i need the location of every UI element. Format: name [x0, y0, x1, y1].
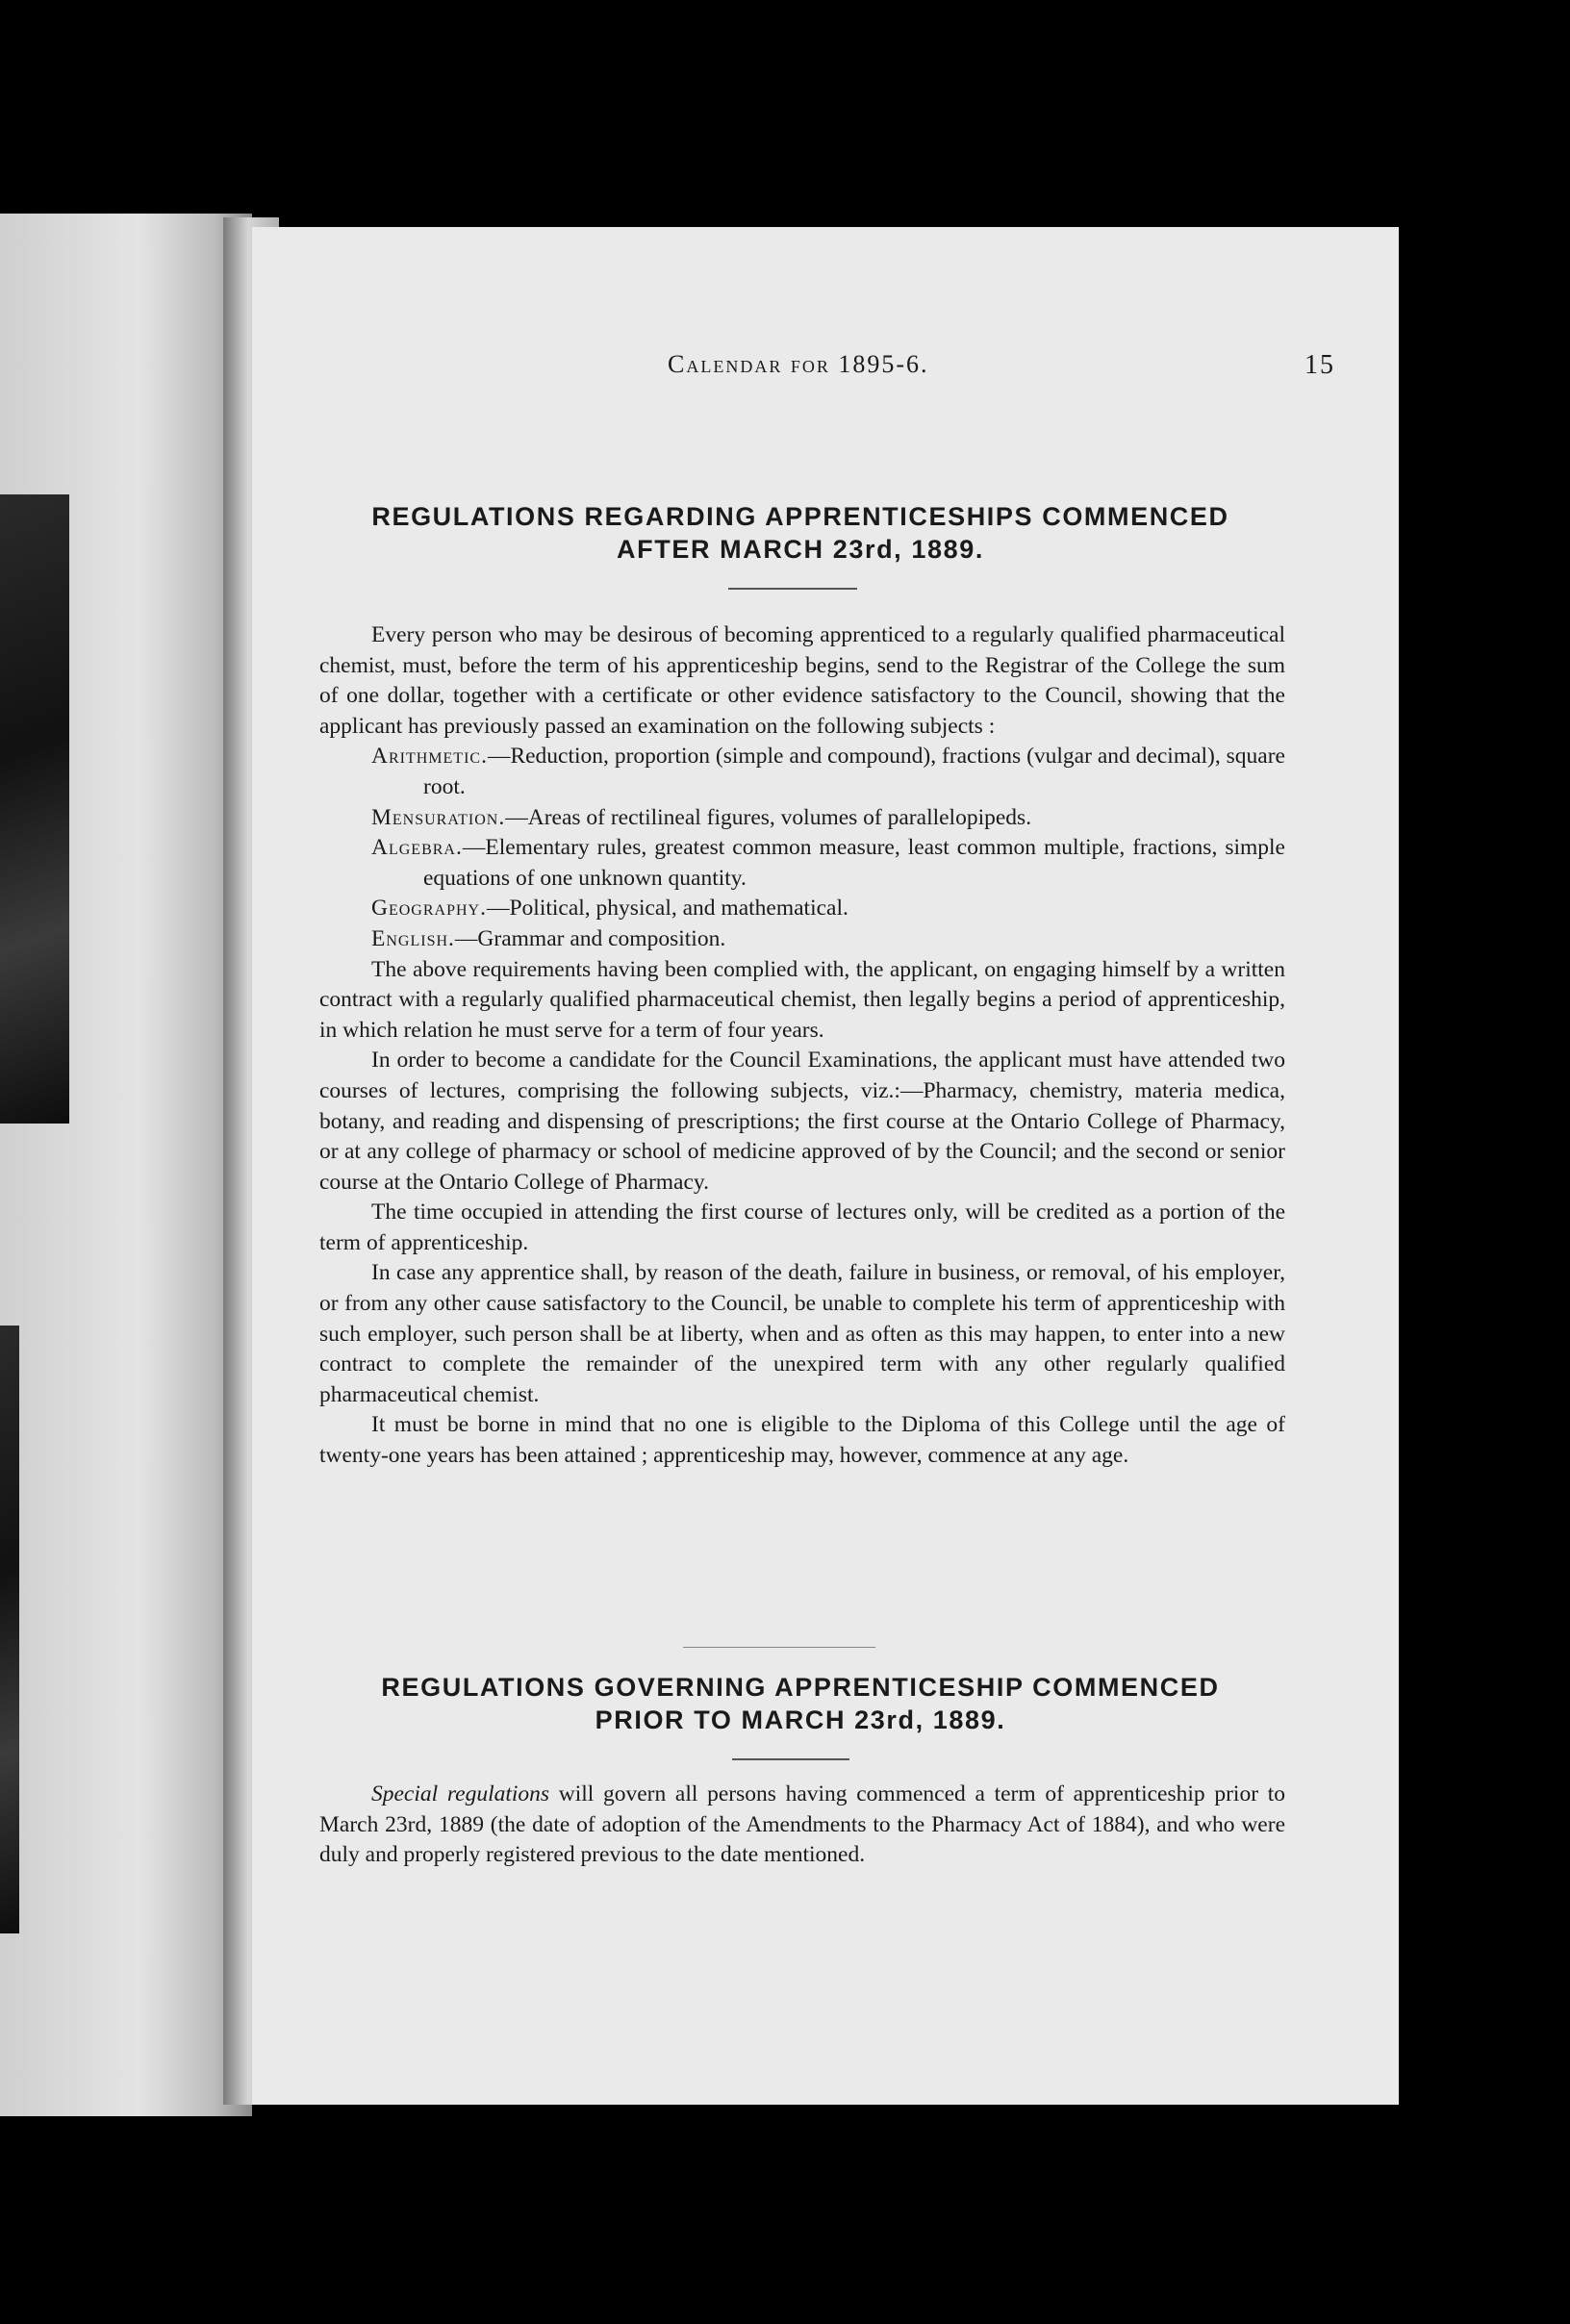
section-heading-2-line2: PRIOR TO MARCH 23rd, 1889.: [595, 1705, 1006, 1734]
paragraph-examinations: In order to become a candidate for the Council Examinations, the applicant must have attended two courses of lectures, comprising the following subjects, viz.:—Pharmacy, chemistry, materia medica, botany, and reading and dispensing of prescriptions; the first course at the Ontario College of Pharmacy, or at any college of pharmacy or school of medicine approved of by the Council; and the second or senior course at the Ontario College of Pharmacy.: [319, 1048, 1285, 1195]
subject-english: [319, 924, 1285, 955]
heading-rule-1: [728, 588, 857, 590]
paragraph-diploma-age: It must be borne in mind that no one is eligible to the Diploma of this College until the age of twenty-one years has been attained ; apprenticeship may, however, commence at any age.: [319, 1412, 1285, 1469]
section-1-body: [319, 620, 1285, 1472]
subject-algebra: [319, 833, 1285, 894]
special-regulations-lead: Special regulations: [371, 1781, 550, 1806]
section-heading-1: [319, 500, 1281, 566]
subject-name: Geography.: [371, 896, 487, 922]
book-page: [252, 227, 1399, 2105]
subject-name: Algebra.: [371, 835, 463, 861]
page-number: 15: [1304, 350, 1335, 380]
special-regulations-paragraph: [319, 1780, 1285, 1871]
section-2-body: [319, 1780, 1285, 1871]
subject-arithmetic: [319, 742, 1285, 802]
subject-name: Mensuration.: [371, 804, 506, 830]
subject-name: English.: [371, 925, 455, 951]
facing-page-photo-top: [0, 494, 69, 1124]
section-heading-1-line1: REGULATIONS REGARDING APPRENTICESHIPS COMMENCED: [371, 502, 1229, 531]
subject-mensuration: [319, 803, 1285, 834]
intro-paragraph: Every person who may be desirous of becoming apprenticed to a regularly qualified pharmaceutical chemist, must, before the term of his apprenticeship begins, send to the Registrar of the College the sum of one dollar, together with a certificate or other evidence satisfactory to the Council, showing that the applicant has previously passed an examination on the following subjects :: [319, 622, 1285, 739]
subject-text: —Reduction, proportion (simple and compound), fractions (vulgar and decimal), square root.: [423, 744, 1285, 799]
heading-rule-2: [732, 1758, 849, 1760]
section-heading-2-line1: REGULATIONS GOVERNING APPRENTICESHIP COMMENCED: [381, 1673, 1220, 1702]
facing-page-photo-bottom: [0, 1326, 19, 1933]
paragraph-transfer: In case any apprentice shall, by reason of the death, failure in business, or removal, of his employer, or from any other cause satisfactory to the Council, be unable to complete his term of apprenticeship with such employer, such person shall be at liberty, when and as often as this may happen, to enter into a new contract to complete the remainder of the unexpired term with any other regularly qualified pharmaceutical chemist.: [319, 1260, 1285, 1407]
section-divider: [683, 1647, 875, 1648]
section-heading-2: [319, 1671, 1281, 1736]
paragraph-credit: The time occupied in attending the first course of lectures only, will be credited as a portion of the term of apprenticeship.: [319, 1200, 1285, 1255]
subject-text: —Elementary rules, greatest common measure, least common multiple, fractions, simple equations of one unknown quantity.: [423, 835, 1285, 891]
paragraph-contract: The above requirements having been complied with, the applicant, on engaging himself by a written contract with a regularly qualified pharmaceutical chemist, then legally begins a period of apprenticeship, in which relation he must serve for a term of four years.: [319, 956, 1285, 1043]
subject-geography: [319, 894, 1285, 924]
subject-name: Arithmetic.: [371, 744, 488, 770]
section-heading-1-line2: AFTER MARCH 23rd, 1889.: [617, 535, 984, 564]
subject-text: —Areas of rectilineal figures, volumes of parallelopipeds.: [505, 804, 1032, 830]
subject-text: —Political, physical, and mathematical.: [486, 896, 848, 922]
special-regulations-text: will govern all persons having commenced a term of apprenticeship prior to March 23rd, 1889 (the date of adoption of the Amendments to the Pharmacy Act of 1884), and who were duly and properly registered previous to the date mentioned.: [319, 1781, 1285, 1868]
running-title: Calendar for 1895-6.: [668, 350, 929, 378]
subject-text: —Grammar and composition.: [454, 925, 726, 951]
